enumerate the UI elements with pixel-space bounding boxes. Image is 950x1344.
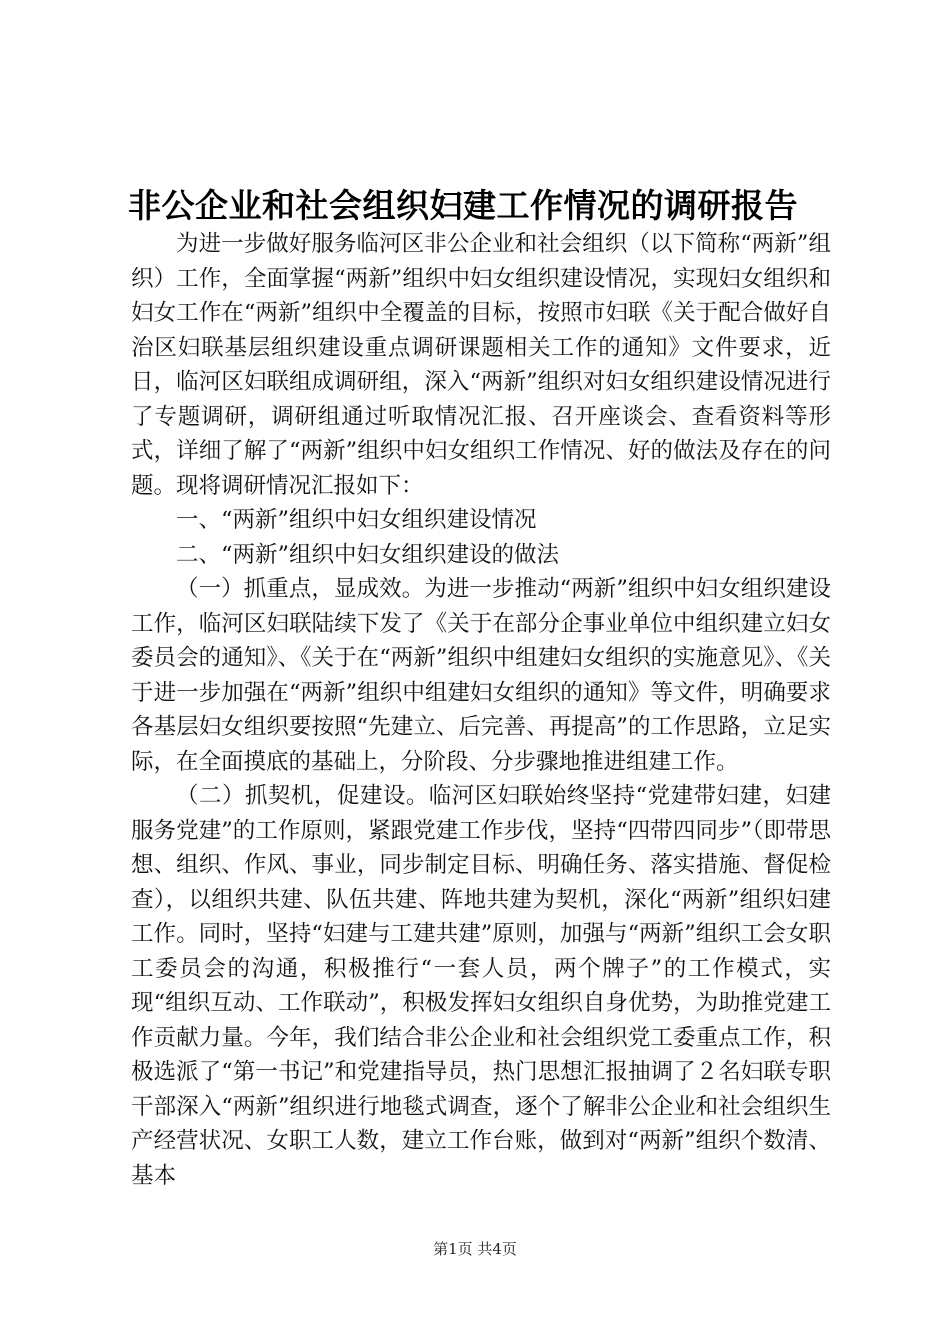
section-heading-2: 二、“两新”组织中妇女组织建设的做法: [176, 541, 560, 568]
document-body: [131, 227, 831, 1193]
section-heading-1: 一、“两新”组织中妇女组织建设情况: [176, 507, 537, 533]
document-title: 非公企业和社会组织妇建工作情况的调研报告: [128, 186, 798, 225]
page-number-footer: 第1页 共4页: [433, 1240, 517, 1258]
paragraph-focus-results: （一）抓重点，显成效。为进一步推动“两新”组织中妇女组织建设工作，临河区妇联陆续下发了《关于在部分企事业单位中组织建立妇女委员会的通知》、《关于在“两新”组织中组建妇女组织的实施意见》、《关于进一步加强在“两新”组织中组建妇女组织的通知》等文件，明确要求各基层妇女组织要按照“先建立、后完善、再提高”的工作思路，立足实际，在全面摸底的基础上，分阶段、分步骤地推进组建工作。: [131, 576, 831, 775]
paragraph-opportunity-building: （二）抓契机，促建设。临河区妇联始终坚持“党建带妇建，妇建服务党建”的工作原则，紧跟党建工作步伐，坚持“四带四同步”（即带思想、组织、作风、事业，同步制定目标、明确任务、落实措施、督促检查），以组织共建、队伍共建、阵地共建为契机，深化“两新”组织妇建工作。同时，坚持“妇建与工建共建”原则，加强与“两新”组织工会女职工委员会的沟通，积极推行“一套人员，两个牌子”的工作模式，实现“组织互动、工作联动”，积极发挥妇女组织自身优势，为助推党建工作贡献力量。今年，我们结合非公企业和社会组织党工委重点工作，积极选派了“第一书记”和党建指导员，热门思想汇报抽调了２名妇联专职干部深入“两新”组织进行地毯式调查，逐个了解非公企业和社会组织生产经营状况、女职工人数，建立工作台账，做到对“两新”组织个数清、基本: [131, 783, 831, 1189]
intro-paragraph: 为进一步做好服务临河区非公企业和社会组织（以下简称“两新”组织）工作，全面掌握“两新”组织中妇女组织建设情况，实现妇女组织和妇女工作在“两新”组织中全覆盖的目标，按照市妇联《关于配合做好自治区妇联基层组织建设重点调研课题相关工作的通知》文件要求，近日，临河区妇联组成调研组，深入“两新”组织对妇女组织建设情况进行了专题调研，调研组通过听取情况汇报、召开座谈会、查看资料等形式，详细了解了“两新”组织中妇女组织工作情况、好的做法及存在的问题。现将调研情况汇报如下：: [131, 231, 831, 499]
